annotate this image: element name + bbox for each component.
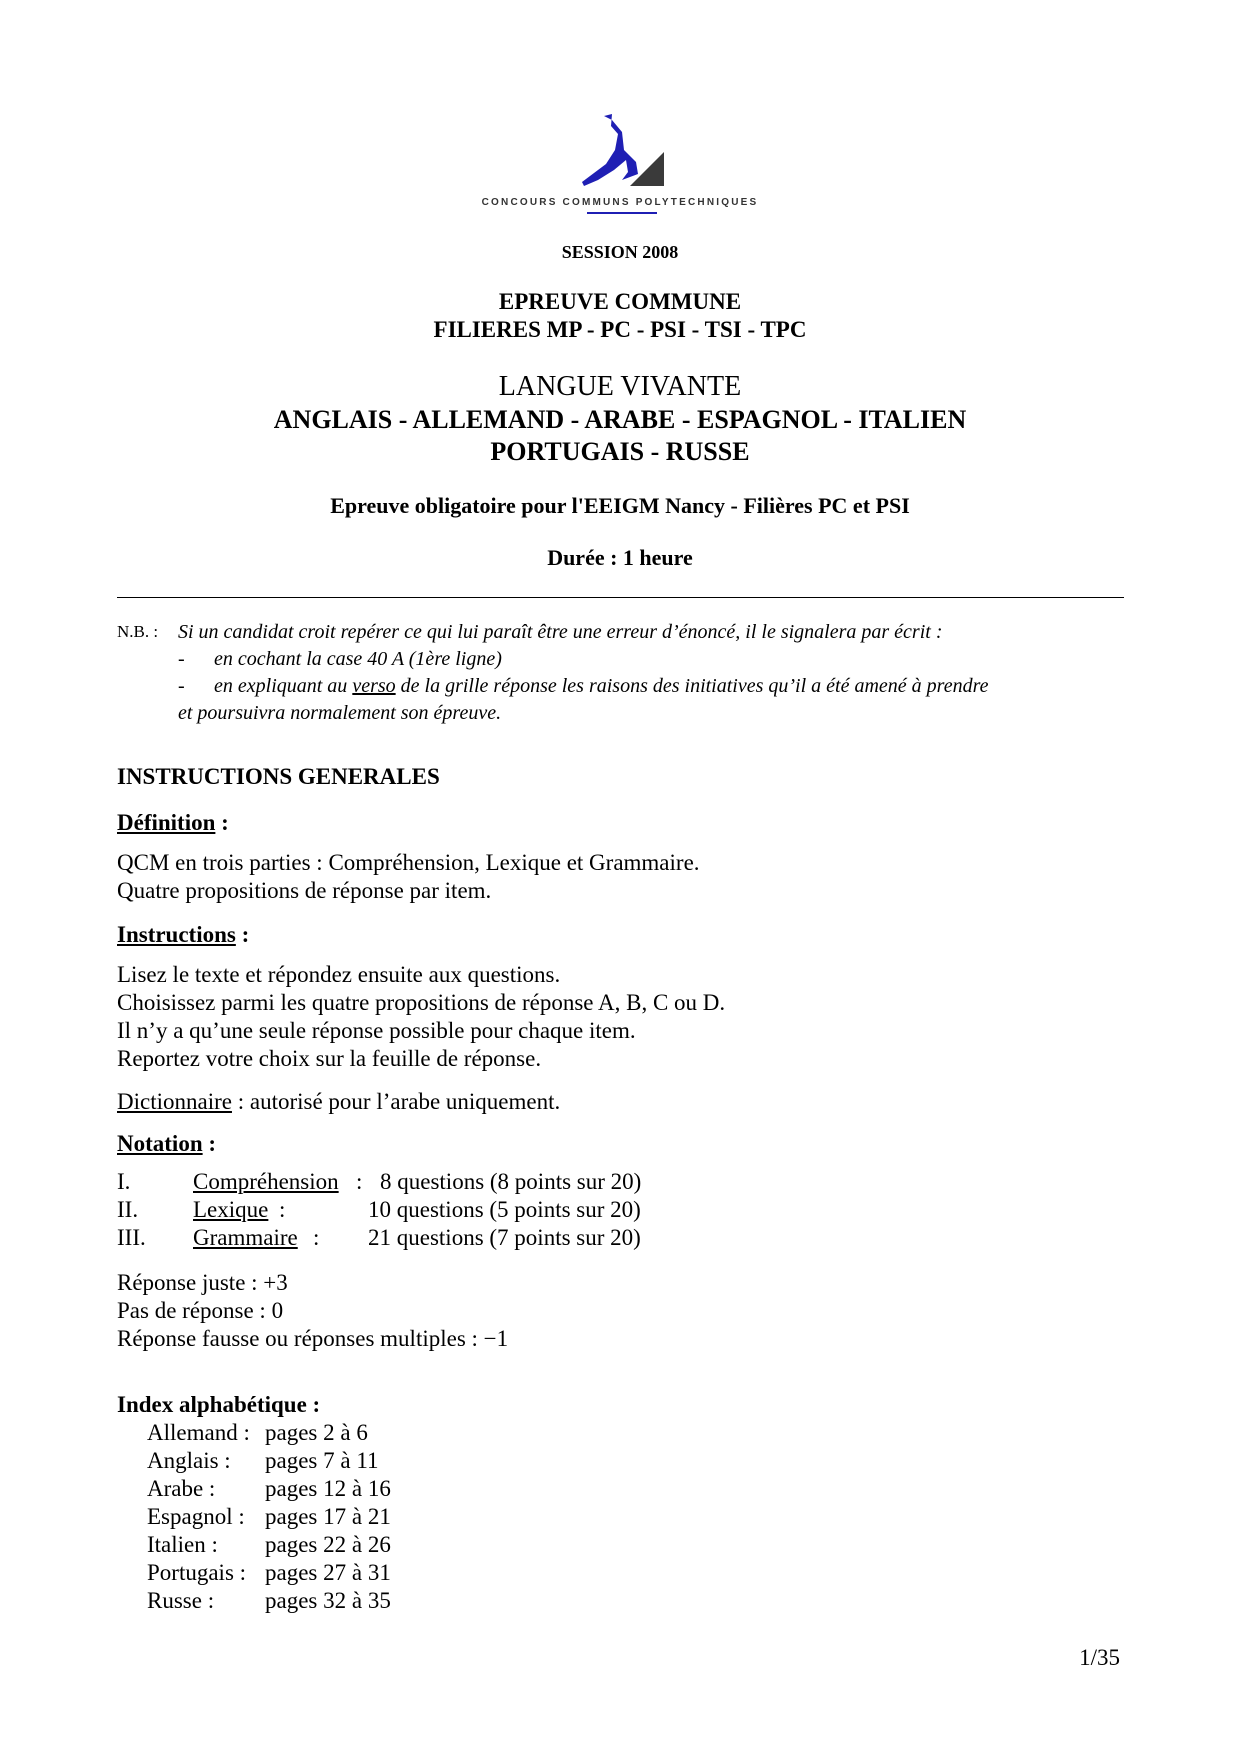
dictionnaire-label: Dictionnaire <box>117 1089 232 1114</box>
notation-colon: : <box>208 1131 217 1156</box>
scoring-line: Réponse juste : +3 <box>117 1270 288 1295</box>
logo-graphic <box>578 114 668 194</box>
langues-line-2: PORTUGAIS - RUSSE <box>490 437 750 466</box>
filieres-label: FILIERES MP - PC - PSI - TSI - TPC <box>433 317 807 342</box>
index-pages: pages 27 à 31 <box>265 1560 391 1585</box>
duree-label: Durée : 1 heure <box>547 545 693 570</box>
index-lang: Anglais : <box>147 1448 231 1473</box>
notation-row-sep: : <box>313 1225 320 1250</box>
index-pages: pages 2 à 6 <box>265 1420 368 1445</box>
epreuve-label: EPREUVE COMMUNE <box>498 289 742 314</box>
notation-heading <box>117 1131 216 1157</box>
header-divider <box>117 597 1124 598</box>
notation-row-detail: 10 questions (5 points sur 20) <box>368 1197 641 1222</box>
index-lang: Italien : <box>147 1532 218 1557</box>
nb-item-2-post: de la grille réponse les raisons des initiatives qu’il a été amené à prendre <box>400 675 989 697</box>
definition-colon: : <box>221 810 229 835</box>
nb-dash-2: - <box>178 675 185 697</box>
notation-row-name: Lexique <box>193 1197 269 1222</box>
page-number: 1/35 <box>1079 1645 1120 1670</box>
instructions-line: Choisissez parmi les quatre propositions de réponse A, B, C ou D. <box>117 990 726 1015</box>
index-pages: pages 7 à 11 <box>265 1448 379 1473</box>
definition-line-2: Quatre propositions de réponse par item. <box>117 878 492 903</box>
nb-dash-1: - <box>178 648 185 670</box>
logo-underline <box>587 212 657 214</box>
instructions-line: Il n’y a qu’une seule réponse possible pour chaque item. <box>117 1018 636 1043</box>
langues-line-1: ANGLAIS - ALLEMAND - ARABE - ESPAGNOL - ITALIEN <box>273 405 967 434</box>
notation-row-sep: : <box>356 1169 363 1194</box>
logo-text: CONCOURS COMMUNS POLYTECHNIQUES <box>481 197 759 208</box>
langue-title: LANGUE VIVANTE <box>498 371 742 402</box>
nb-label: N.B. : <box>117 622 159 641</box>
index-lang: Allemand : <box>147 1420 250 1445</box>
index-pages: pages 12 à 16 <box>265 1476 391 1501</box>
instructions-title: Instructions <box>117 922 236 947</box>
instructions-colon: : <box>241 922 250 947</box>
notation-row-name: Grammaire <box>193 1225 298 1250</box>
notation-row-sep: : <box>279 1197 286 1222</box>
dictionnaire-line <box>117 1089 560 1115</box>
nb-item-2-verso: verso <box>352 675 396 697</box>
index-lang: Russe : <box>147 1588 215 1613</box>
notation-title: Notation <box>117 1131 203 1156</box>
instructions-line: Lisez le texte et répondez ensuite aux questions. <box>117 962 561 987</box>
nb-outro: et poursuivra normalement son épreuve. <box>178 702 502 724</box>
index-pages: pages 22 à 26 <box>265 1532 391 1557</box>
index-pages: pages 32 à 35 <box>265 1588 391 1613</box>
definition-heading <box>117 810 229 836</box>
index-lang: Arabe : <box>147 1476 216 1501</box>
index-lang: Portugais : <box>147 1560 247 1585</box>
definition-title: Définition <box>117 810 216 835</box>
index-pages: pages 17 à 21 <box>265 1504 391 1529</box>
instructions-heading <box>117 922 249 948</box>
definition-line-1: QCM en trois parties : Compréhension, Lexique et Grammaire. <box>117 850 700 875</box>
instructions-line: Reportez votre choix sur la feuille de réponse. <box>117 1046 542 1071</box>
nb-intro: Si un candidat croit repérer ce qui lui paraît être une erreur d’énoncé, il le signalera par écrit : <box>178 621 943 643</box>
dictionnaire-text: : autorisé pour l’arabe uniquement. <box>237 1089 561 1114</box>
session-label: SESSION 2008 <box>561 242 679 262</box>
notation-row-num: III. <box>117 1225 146 1250</box>
logo-blue-shape <box>582 114 638 186</box>
nb-item-2-pre: en expliquant au <box>214 675 348 697</box>
notation-row-num: I. <box>117 1169 131 1194</box>
index-title: Index alphabétique : <box>117 1392 321 1417</box>
scoring-line: Réponse fausse ou réponses multiples : −1 <box>117 1326 509 1351</box>
notation-row-num: II. <box>117 1197 139 1222</box>
notation-row-detail: 8 questions (8 points sur 20) <box>380 1169 642 1194</box>
obligatoire-note: Epreuve obligatoire pour l'EEIGM Nancy - Filières PC et PSI <box>330 493 910 518</box>
scoring-line: Pas de réponse : 0 <box>117 1298 284 1323</box>
nb-item-2 <box>214 675 989 698</box>
notation-row-name: Compréhension <box>193 1169 339 1194</box>
index-lang: Espagnol : <box>147 1504 245 1529</box>
notation-row-detail: 21 questions (7 points sur 20) <box>368 1225 641 1250</box>
instructions-generales-title: INSTRUCTIONS GENERALES <box>117 764 440 789</box>
nb-item-1: en cochant la case 40 A (1ère ligne) <box>214 648 502 670</box>
